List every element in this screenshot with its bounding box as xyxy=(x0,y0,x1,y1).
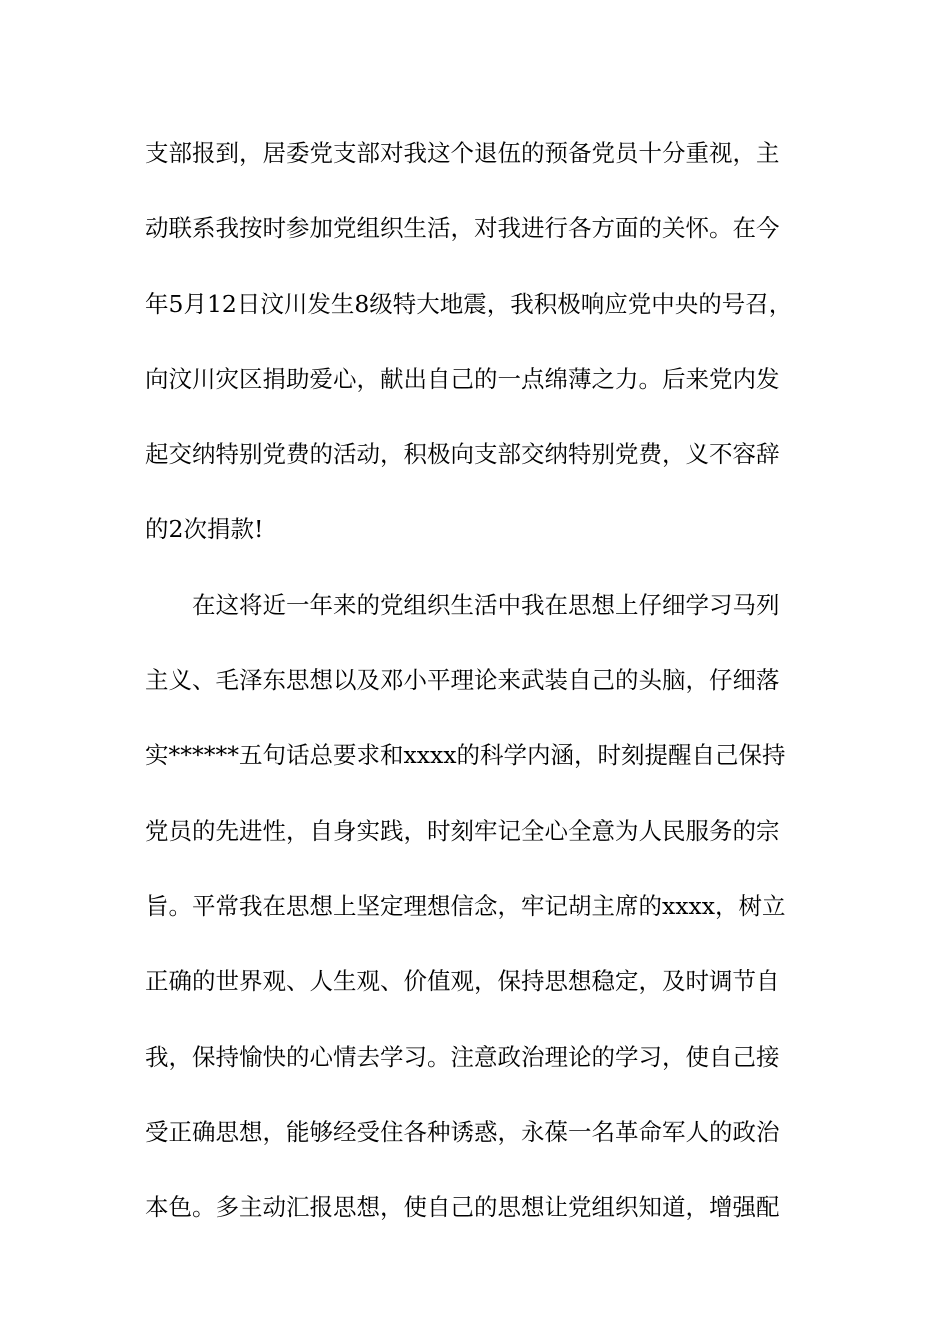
text-line-10: 党员的先进性，自身实践，时刻牢记全心全意为人民服务的宗 xyxy=(145,816,780,845)
text-line-2: 动联系我按时参加党组织生活，对我进行各方面的关怀。在今 xyxy=(145,214,780,243)
text-line-1: 支部报到，居委党支部对我这个退伍的预备党员十分重视，主 xyxy=(145,139,780,167)
text-line-15: 本色。多主动汇报思想，使自己的思想让党组织知道，增强配 xyxy=(145,1193,780,1222)
text-line-12: 正确的世界观、人生观、价值观，保持思想稳定，及时调节自 xyxy=(145,967,780,996)
text-line-13: 我，保持愉快的心情去学习。注意政治理论的学习，使自己接 xyxy=(145,1042,780,1071)
paragraph-first-line: 在这将近一年来的党组织生活中我在思想上仔细学习马列 xyxy=(192,590,780,619)
text-line-3: 年5月12日汶川发生8级特大地震，我积极响应党中央的号召， xyxy=(145,289,793,318)
text-line-8: 主义、毛泽东思想以及邓小平理论来武装自己的头脑，仔细落 xyxy=(145,666,780,695)
text-line-11: 旨。平常我在思想上坚定理想信念，牢记胡主席的xxxx，树立 xyxy=(145,891,786,920)
text-line-5: 起交纳特别党费的活动，积极向支部交纳特别党费，义不容辞 xyxy=(145,440,780,469)
text-line-6: 的2次捐款! xyxy=(145,515,264,544)
text-line-14: 受正确思想，能够经受住各种诱惑，永葆一名革命军人的政治 xyxy=(145,1117,780,1146)
text-line-4: 向汶川灾区捐助爱心，献出自己的一点绵薄之力。后来党内发 xyxy=(145,364,780,393)
text-line-9: 实******五句话总要求和xxxx的科学内涵，时刻提醒自己保持 xyxy=(145,741,786,770)
body-text xyxy=(145,128,835,1257)
